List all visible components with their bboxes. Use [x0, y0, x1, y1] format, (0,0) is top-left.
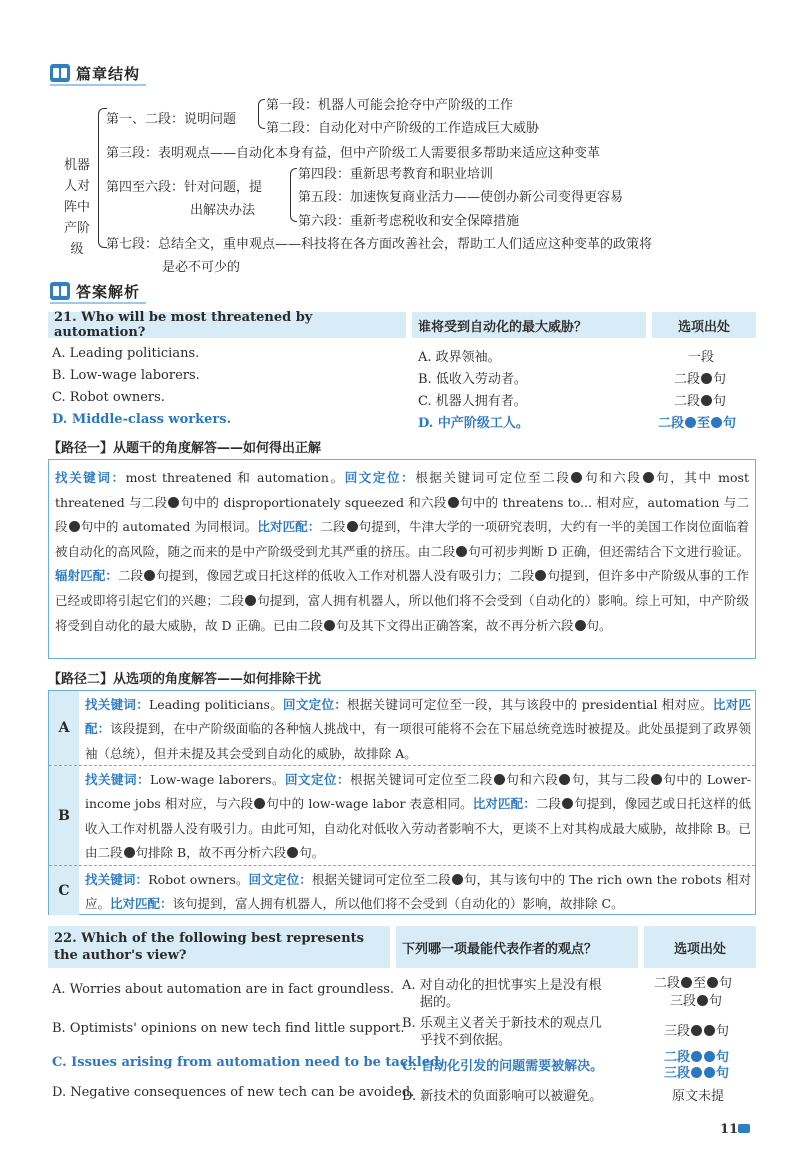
- q21-question-en: 21. Who will be most threatened by automation?: [48, 312, 406, 338]
- q22-option-d-src: 原文未提: [672, 1089, 725, 1104]
- structure-p1: 第一段：机器人可能会抢夺中产阶级的工作: [266, 98, 514, 113]
- section-heading-structure: [50, 62, 146, 86]
- q22-question-en: 22. Which of the following best represents the author's view?: [48, 926, 390, 968]
- option-label-b: B: [49, 766, 79, 866]
- structure-root: 机器人对阵中产阶级: [63, 158, 90, 257]
- brace-p12: [258, 99, 265, 129]
- path-one-explanation: 找关键词：most threatened 和 automation。回文定位：根据关键词可定位至二段 句和六段 句，其中 most threatened 与二段 句中的 disproportionately squeezed 和六段 句中的 threatens to... 相对应，automation 与二段 句中的 automated 为同根词。比对匹配：二段 句提到，牛津大学的一项研究表明，大约有一半的美国工作岗位面临着被自动化的高风险，随之而来的是中产阶级受到尤其严重的挤压。由二段 句可初步判断 D 正确，但还需结合下文进行验证。辐射匹配：二段 句提到，像园艺或日托这样的低收入工作对机器人没有吸引力；二段 句提到，但许多中产阶级从事的工作已经或即将引起它们的兴趣；二段 句提到，富人拥有机器人，所以他们将不会受到（自动化的）影响。综上可知，中产阶级将受到自动化的最大威胁，故 D 正确。已由二段 句及其下文得出正确答案，故不再分析六段 句。: [48, 459, 756, 659]
- sentence-number-dot: [701, 373, 712, 384]
- q21-option-d-src: 二段 至 句: [658, 416, 737, 431]
- q22-option-b-zh1: B. 乐观主义者关于新技术的观点几: [402, 1016, 602, 1031]
- q21-option-b-en: B. Low-wage laborers.: [52, 368, 200, 383]
- q21-source-header: 选项出处: [652, 312, 756, 338]
- q22-option-d-en: D. Negative consequences of new tech can be avoided.: [52, 1085, 415, 1100]
- option-b-explanation: 找关键词：Low-wage laborers。回文定位：根据关键词可定位至二段 句和六段 句，其与二段 句中的 Lower-income jobs 相对应，与六段 句中的 low-wage labor 表意相同。比对匹配：二段 句提到，像园艺或日托这样的低收入工作对机器人没有吸引力。由此可知，自动化对低收入劳动者影响不大，更谈不上对其构成最大威胁，故排除 B。已由二段 句排除 B，故不再分析六段 句。: [85, 772, 751, 861]
- q22-option-b-zh2: 乎找不到依据。: [420, 1033, 512, 1048]
- sentence-number-dot: [685, 417, 696, 428]
- structure-p5: 第五段：加速恢复商业活力——使创办新公司变得更容易: [298, 190, 624, 205]
- section-heading-answers: [50, 280, 146, 304]
- section-title: 答案解析: [76, 282, 141, 301]
- path-two-box: [48, 690, 756, 915]
- sentence-number-dot: [701, 395, 712, 406]
- q21-option-a-src: 一段: [688, 350, 715, 365]
- structure-p12: 第一、二段：说明问题: [106, 112, 237, 127]
- q21-question-zh: 谁将受到自动化的最大威胁？: [412, 312, 646, 338]
- q21-option-a-en: A. Leading politicians.: [52, 346, 200, 361]
- q22-option-b-en: B. Optimists' opinions on new tech find little support.: [52, 1021, 405, 1036]
- q21-option-a-zh: A. 政界领袖。: [418, 350, 501, 365]
- q22-option-a-zh1: A. 对自动化的担忧事实上是没有根: [402, 978, 602, 993]
- path-two-heading: 【路径二】从选项的角度解答——如何排除干扰: [48, 672, 322, 687]
- structure-p46a: 第四至六段：针对问题，提: [106, 180, 263, 195]
- q22-option-c-src2: 三段 句: [664, 1066, 730, 1081]
- q22-source-header: 选项出处: [644, 926, 756, 968]
- graduation-cap-icon: [738, 1124, 750, 1133]
- path-two-row-b: [49, 765, 755, 866]
- q22-option-b-src: 三段 句: [664, 1024, 730, 1039]
- q22-option-a-zh2: 据的。: [420, 995, 460, 1010]
- option-c-explanation: 找关键词：Robot owners。回文定位：根据关键词可定位至二段 句，其与该句中的 The rich own the robots 相对应。比对匹配：该句提到，富人拥有机器人，所以他们将不会受到（自动化的）影响，故排除 C。: [85, 872, 751, 912]
- path-two-row-c: [49, 865, 755, 915]
- q22-option-c-src1: 二段 句: [664, 1050, 730, 1065]
- q22-option-d-zh: D. 新技术的负面影响可以被避免。: [402, 1089, 603, 1104]
- q21-option-c-src: 二段 句: [674, 394, 727, 409]
- option-a-explanation: 找关键词：Leading politicians。回文定位：根据关键词可定位至一段，其与该段中的 presidential 相对应。比对匹配：该段提到，在中产阶级面临的各种恼人挑战中，有一项很可能将不会在下届总统竞选时被提及。此处虽提到了政界领袖（总统），但并未提及其会受到自动化的威胁，故排除 A。: [85, 697, 751, 761]
- q21-option-c-zh: C. 机器人拥有者。: [418, 394, 527, 409]
- q22-option-a-en: A. Worries about automation are in fact groundless.: [52, 982, 395, 997]
- path-two-row-a: [49, 691, 755, 765]
- structure-p2: 第二段：自动化对中产阶级的工作造成巨大威胁: [266, 121, 540, 136]
- structure-p46b: 出解决办法: [190, 203, 256, 218]
- path-one-heading: 【路径一】从题干的角度解答——如何得出正解: [48, 441, 322, 456]
- book-icon: [50, 64, 70, 82]
- q22-option-a-src2: 三段 句: [670, 994, 723, 1009]
- sentence-number-dot: [711, 417, 722, 428]
- option-label-c: C: [49, 866, 79, 915]
- q21-option-c-en: C. Robot owners.: [52, 390, 165, 405]
- page-number: 11: [720, 1122, 739, 1137]
- q22-question-zh: 下列哪一项最能代表作者的观点？: [396, 926, 638, 968]
- structure-p3: 第三段：表明观点——自动化本身有益，但中产阶级工人需要很多帮助来适应这种变革: [106, 146, 601, 161]
- q21-option-b-zh: B. 低收入劳动者。: [418, 372, 527, 387]
- option-label-a: A: [49, 691, 79, 765]
- q22-option-c-en: C. Issues arising from automation need to be tackled.: [52, 1055, 444, 1070]
- section-title: 篇章结构: [76, 64, 141, 83]
- q21-option-d-zh: D. 中产阶级工人。: [418, 416, 529, 431]
- brace-p46: [290, 168, 297, 222]
- q22-option-a-src1: 二段 至 句: [654, 976, 733, 991]
- structure-p6: 第六段：重新考虑税收和安全保障措施: [298, 214, 520, 229]
- structure-p7b: 是必不可少的: [162, 260, 241, 275]
- structure-p4: 第四段：重新思考教育和职业培训: [298, 167, 494, 182]
- book-icon: [50, 282, 70, 300]
- q21-option-d-en: D. Middle-class workers.: [52, 412, 232, 427]
- q21-option-b-src: 二段 句: [674, 372, 727, 387]
- q22-option-c-zh: C. 自动化引发的问题需要被解决。: [402, 1059, 604, 1074]
- structure-p7a: 第七段：总结全文，重申观点——科技将在各方面改善社会，帮助工人们适应这种变革的政策将: [106, 237, 653, 252]
